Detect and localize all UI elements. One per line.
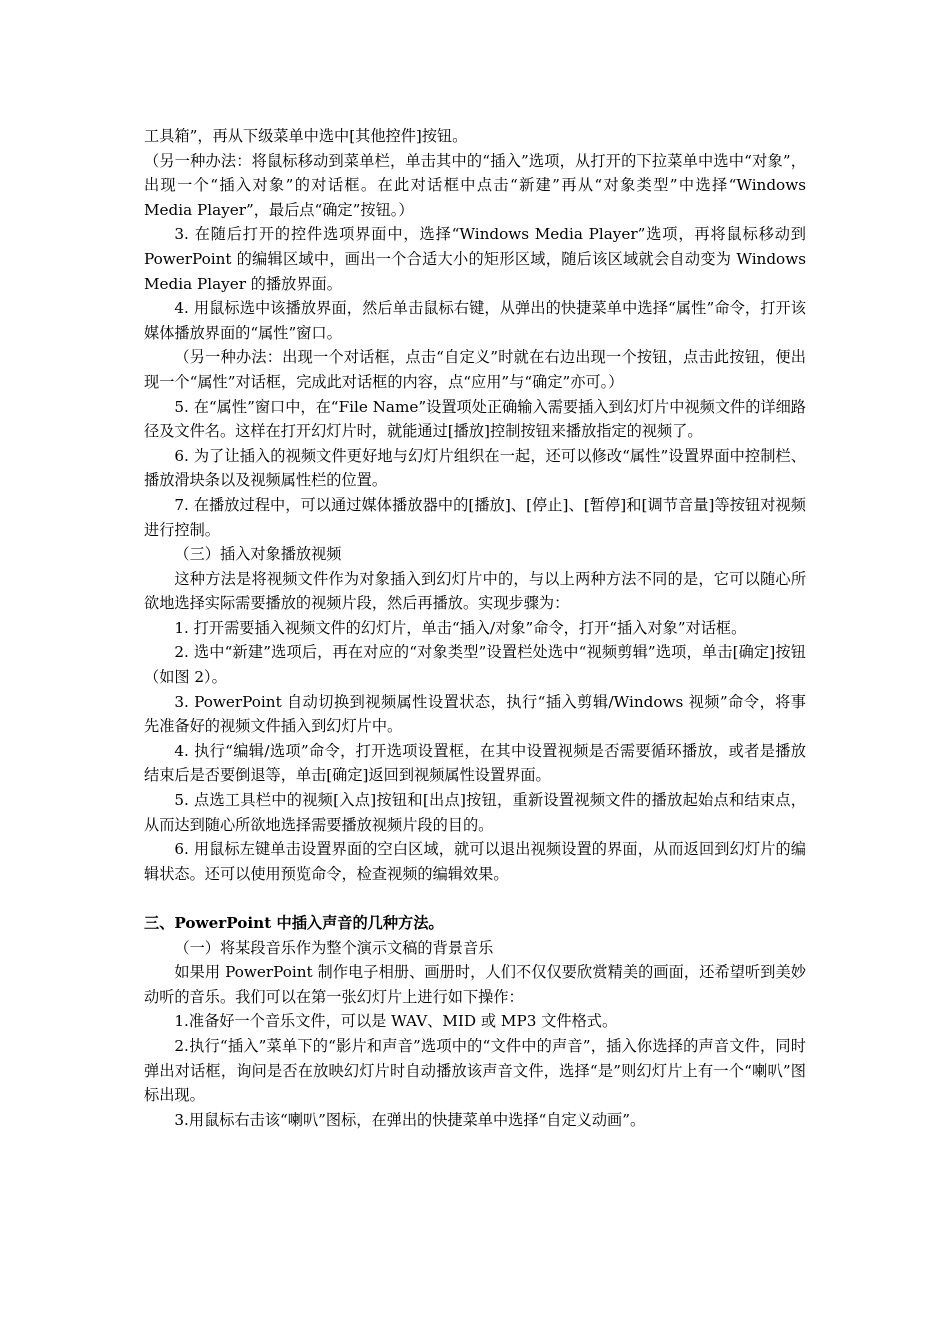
- paragraph: （另一种办法：将鼠标移动到菜单栏，单击其中的“插入”选项，从打开的下拉菜单中选中“对象”，出现一个“插入对象”的对话框。在此对话框中点击“新建”再从“对象类型”中选择“Windows Media Player”，最后点“确定”按钮。）: [144, 151, 806, 219]
- paragraph: 4. 用鼠标选中该播放界面，然后单击鼠标右键，从弹出的快捷菜单中选择“属性”命令，打开该媒体播放界面的“属性”窗口。: [144, 299, 806, 342]
- paragraph: 这种方法是将视频文件作为对象插入到幻灯片中的，与以上两种方法不同的是，它可以随心所欲地选择实际需要播放的视频片段，然后再播放。实现步骤为：: [144, 569, 806, 613]
- paragraph: 2.执行“插入”菜单下的“影片和声音”选项中的“文件中的声音”，插入你选择的声音文件，同时弹出对话框，询问是否在放映幻灯片时自动播放该声音文件，选择“是”则幻灯片上有一个“喇叭”图标出现。: [144, 1036, 806, 1105]
- paragraph: 6. 用鼠标左键单击设置界面的空白区域，就可以退出视频设置的界面，从而返回到幻灯片的编辑状态。还可以使用预览命令，检查视频的编辑效果。: [144, 840, 806, 883]
- paragraph: 2. 选中“新建”选项后，再在对应的“对象类型”设置栏处选中“视频剪辑”选项，单击[确定]按钮（如图 2）。: [144, 643, 806, 687]
- paragraph: 3. PowerPoint 自动切换到视频属性设置状态，执行“插入剪辑/Windows 视频”命令，将事先准备好的视频文件插入到幻灯片中。: [144, 692, 806, 736]
- subheading: （一）将某段音乐作为整个演示文稿的背景音乐: [174, 938, 494, 957]
- paragraph: 6. 为了让插入的视频文件更好地与幻灯片组织在一起，还可以修改“属性”设置界面中控制栏、播放滑块条以及视频属性栏的位置。: [144, 446, 806, 490]
- paragraph: 1. 打开需要插入视频文件的幻灯片，单击“插入/对象”命令，打开“插入对象”对话框。: [174, 618, 747, 637]
- paragraph: 5. 在“属性”窗口中，在“File Name”设置项处正确输入需要插入到幻灯片中视频文件的详细路径及文件名。这样在打开幻灯片时，就能通过[播放]控制按钮来播放指定的视频了。: [144, 397, 806, 441]
- paragraph: （另一种办法：出现一个对话框，点击“自定义”时就在右边出现一个按钮，点击此按钮，便出现一个“属性”对话框，完成此对话框的内容，点“应用”与“确定”亦可。）: [144, 348, 806, 391]
- paragraph: 4. 执行“编辑/选项”命令，打开选项设置框，在其中设置视频是否需要循环播放，或者是播放结束后是否要倒退等，单击[确定]返回到视频属性设置界面。: [144, 741, 806, 785]
- document-page: [144, 124, 806, 1132]
- paragraph: 如果用 PowerPoint 制作电子相册、画册时，人们不仅仅要欣赏精美的画面，还希望听到美妙动听的音乐。我们可以在第一张幻灯片上进行如下操作：: [144, 963, 806, 1006]
- paragraph: 3. 在随后打开的控件选项界面中，选择“Windows Media Player”选项，再将鼠标移动到 PowerPoint 的编辑区域中，画出一个合适大小的矩形区域，随后该区域就会自动变为 Windows Media Player 的播放界面。: [144, 225, 806, 293]
- paragraph: 7. 在播放过程中，可以通过媒体播放器中的[播放]、[停止]、[暂停]和[调节音量]等按钮对视频进行控制。: [144, 495, 806, 539]
- paragraph: 5. 点选工具栏中的视频[入点]按钮和[出点]按钮，重新设置视频文件的播放起始点和结束点，从而达到随心所欲地选择需要播放视频片段的目的。: [144, 791, 806, 834]
- paragraph: 1.准备好一个音乐文件，可以是 WAV、MID 或 MP3 文件格式。: [174, 1012, 618, 1031]
- section-heading: 三、PowerPoint 中插入声音的几种方法。: [144, 914, 444, 932]
- subheading: （三）插入对象播放视频: [174, 545, 342, 564]
- paragraph: 3.用鼠标右击该“喇叭”图标，在弹出的快捷菜单中选择“自定义动画”。: [174, 1110, 646, 1129]
- paragraph: 工具箱”，再从下级菜单中选中[其他控件]按钮。: [144, 127, 468, 145]
